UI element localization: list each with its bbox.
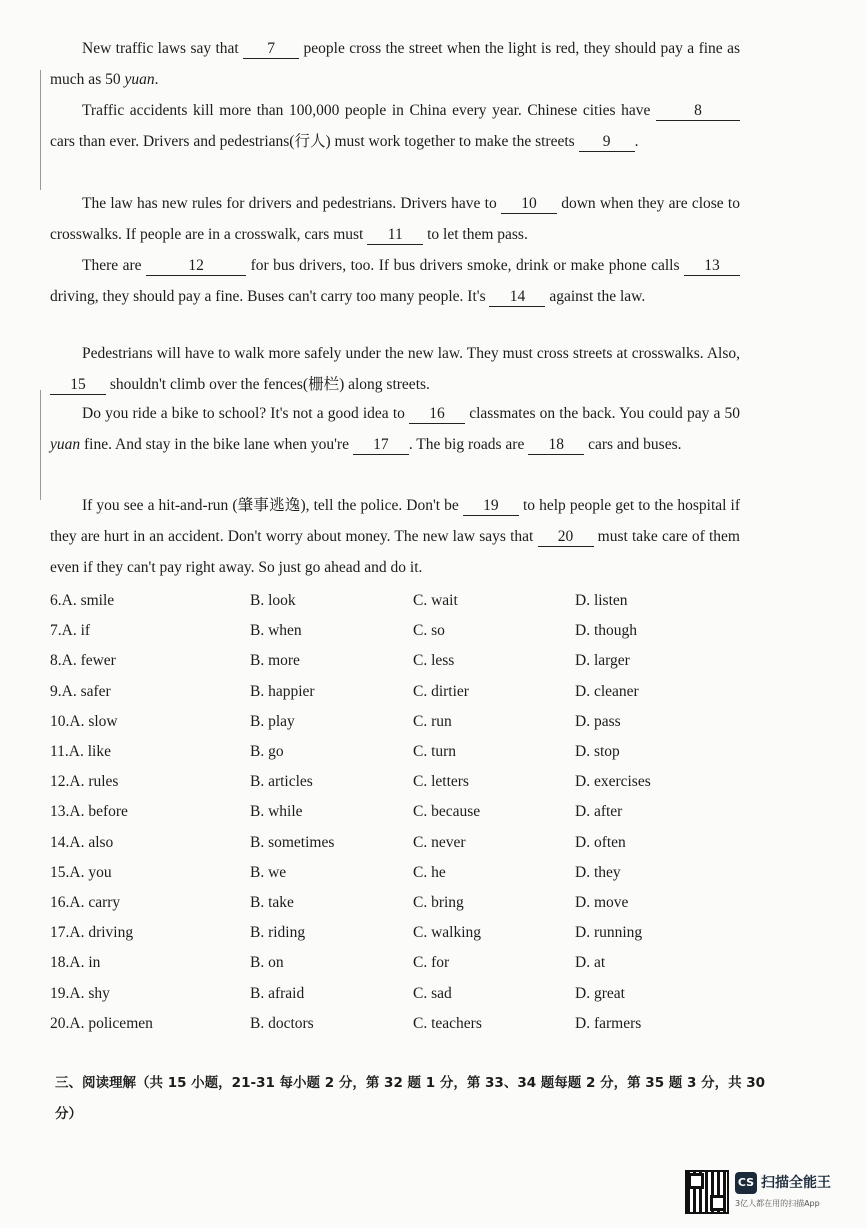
passage-text: cars than ever. Drivers and pedestrians(行人) must work together to make the streets (50, 133, 579, 150)
option-c: C. so (413, 622, 445, 640)
option-b: B. when (250, 622, 302, 640)
option-a: 8.A. fewer (50, 652, 116, 670)
option-a: 20.A. policemen (50, 1014, 153, 1032)
option-d: D. they (575, 863, 621, 881)
passage-text: The law has new rules for drivers and pedestrians. Drivers have to (82, 195, 501, 212)
option-c: C. less (413, 652, 455, 670)
blank-10: 10 (501, 195, 557, 214)
blank-16: 16 (409, 405, 465, 424)
option-row (50, 803, 750, 825)
option-row (50, 592, 750, 614)
blank-18: 18 (528, 436, 584, 455)
passage-text: to let them pass. (423, 226, 528, 243)
passage-text: If you see a hit-and-run (肇事逃逸), tell the police. Don't be (82, 497, 463, 514)
option-row (50, 894, 750, 916)
option-c: C. because (413, 803, 481, 821)
passage-text: for bus drivers, too. If bus drivers smoke, drink or make phone calls (246, 257, 684, 274)
passage-text: New traffic laws say that (82, 40, 244, 57)
italic-word: yuan (50, 436, 81, 453)
option-row (50, 834, 750, 856)
option-b: B. go (250, 743, 284, 760)
passage-text: against the law. (545, 288, 646, 305)
option-d: D. often (575, 833, 626, 851)
option-row (50, 954, 750, 976)
passage-text: There are (82, 257, 147, 274)
passage-text: Do you ride a bike to school? It's not a good idea to (82, 405, 410, 422)
option-a: 15.A. you (50, 863, 112, 881)
option-a: 14.A. also (50, 833, 114, 851)
option-c: C. run (413, 712, 452, 730)
option-b: B. afraid (250, 984, 305, 1002)
passage-text: cars and buses. (584, 436, 682, 453)
option-b: B. happier (250, 682, 315, 700)
option-c: C. for (413, 954, 450, 972)
blank-9: 9 (579, 133, 635, 152)
option-d: D. great (575, 984, 625, 1002)
option-a: 11.A. like (50, 743, 111, 760)
option-b: B. doctors (250, 1014, 314, 1032)
option-d: D. though (575, 622, 637, 640)
option-row (50, 652, 750, 674)
option-row (50, 924, 750, 946)
blank-12: 12 (146, 257, 246, 276)
option-b: B. while (250, 803, 303, 821)
blank-20: 20 (538, 528, 594, 547)
option-b: B. look (250, 592, 296, 609)
passage-text: to help people get to the hospital if they are hurt in an accident. Don't worry about money. The new law says that (50, 497, 740, 545)
passage-paragraph (50, 95, 740, 157)
option-a: 9.A. safer (50, 682, 111, 700)
option-d: D. at (575, 954, 606, 972)
option-d: D. running (575, 924, 643, 942)
scan-margin-line (40, 390, 41, 500)
option-d: D. larger (575, 652, 630, 670)
option-row (50, 622, 750, 644)
option-row (50, 1015, 750, 1037)
passage-paragraph (50, 250, 740, 312)
blank-13: 13 (684, 257, 740, 276)
option-c: C. teachers (413, 1014, 482, 1032)
option-row (50, 713, 750, 735)
option-d: D. farmers (575, 1014, 642, 1032)
passage-text: people cross the street when the light is red, they should pay a fine as much as 50 (50, 40, 740, 88)
camscanner-logo: CS (735, 1172, 757, 1194)
option-row (50, 985, 750, 1007)
passage-text: . (154, 71, 159, 88)
option-c: C. never (413, 833, 466, 851)
scanner-watermark (685, 1168, 845, 1218)
option-c: C. wait (413, 592, 458, 609)
section-heading: 三、阅读理解（共 15 小题，21-31 每小题 2 分，第 32 题 1 分，第 33、34 题每题 2 分，第 35 题 3 分，共 30 分） (55, 1075, 766, 1122)
passage-text: driving, they should pay a fine. Buses can't carry too many people. It's (50, 288, 490, 305)
option-d: D. cleaner (575, 682, 639, 700)
passage-paragraph (50, 490, 740, 583)
option-c: C. turn (413, 743, 457, 760)
qr-code-icon (685, 1170, 729, 1214)
passage-text: must take care of them even if they can't pay right away. So just go ahead and do it. (50, 528, 740, 576)
option-c: C. he (413, 863, 446, 881)
passage-paragraph (50, 33, 740, 95)
passage-text: . The big roads are (408, 436, 529, 453)
blank-14: 14 (489, 288, 545, 307)
option-c: C. sad (413, 984, 452, 1002)
option-b: B. riding (250, 924, 306, 942)
option-d: D. stop (575, 743, 620, 760)
option-a: 10.A. slow (50, 712, 118, 730)
scanner-tagline: 3亿人都在用的扫描App (735, 1199, 820, 1208)
option-a: 12.A. rules (50, 773, 119, 791)
blank-7: 7 (243, 40, 299, 59)
blank-19: 19 (463, 497, 519, 516)
option-b: B. play (250, 712, 295, 730)
option-a: 6.A. smile (50, 592, 115, 609)
passage-text: Pedestrians will have to walk more safely under the new law. They must cross streets at crosswalks. Also, (82, 345, 740, 362)
option-c: C. walking (413, 924, 482, 942)
option-row (50, 864, 750, 886)
scanner-app-name: 扫描全能王 (761, 1175, 831, 1191)
option-c: C. bring (413, 894, 464, 911)
blank-8: 8 (656, 102, 740, 121)
option-row (50, 773, 750, 795)
option-d: D. pass (575, 712, 621, 730)
option-row (50, 743, 750, 765)
option-c: C. letters (413, 773, 469, 791)
passage-text: shouldn't climb over the fences(栅栏) along streets. (106, 376, 430, 393)
passage-text: fine. And stay in the bike lane when you're (80, 436, 353, 453)
option-a: 13.A. before (50, 803, 128, 821)
option-a: 18.A. in (50, 954, 101, 972)
option-b: B. take (250, 894, 294, 911)
passage-text: classmates on the back. You could pay a 50 (465, 405, 740, 422)
option-b: B. we (250, 863, 287, 881)
option-d: D. after (575, 803, 623, 821)
option-a: 19.A. shy (50, 984, 110, 1002)
blank-11: 11 (367, 226, 423, 245)
passage-text: . (634, 133, 639, 150)
passage-text: down when they are close to crosswalks. If people are in a crosswalk, cars must (50, 195, 740, 243)
blank-17: 17 (353, 436, 409, 455)
option-d: D. listen (575, 592, 628, 609)
option-b: B. on (250, 954, 284, 972)
passage-paragraph (50, 338, 740, 400)
option-d: D. move (575, 894, 629, 911)
option-d: D. exercises (575, 773, 651, 791)
option-a: 17.A. driving (50, 924, 134, 942)
passage-paragraph (50, 188, 740, 250)
option-b: B. more (250, 652, 300, 670)
scan-margin-line (40, 70, 41, 190)
italic-word: yuan (124, 71, 155, 88)
option-b: B. articles (250, 773, 313, 791)
option-c: C. dirtier (413, 682, 469, 700)
option-a: 16.A. carry (50, 894, 121, 911)
blank-15: 15 (50, 376, 106, 395)
option-a: 7.A. if (50, 622, 91, 640)
passage-text: Traffic accidents kill more than 100,000 people in China every year. Chinese cities have (82, 102, 656, 119)
option-row (50, 683, 750, 705)
passage-paragraph (50, 398, 740, 460)
option-b: B. sometimes (250, 833, 335, 851)
